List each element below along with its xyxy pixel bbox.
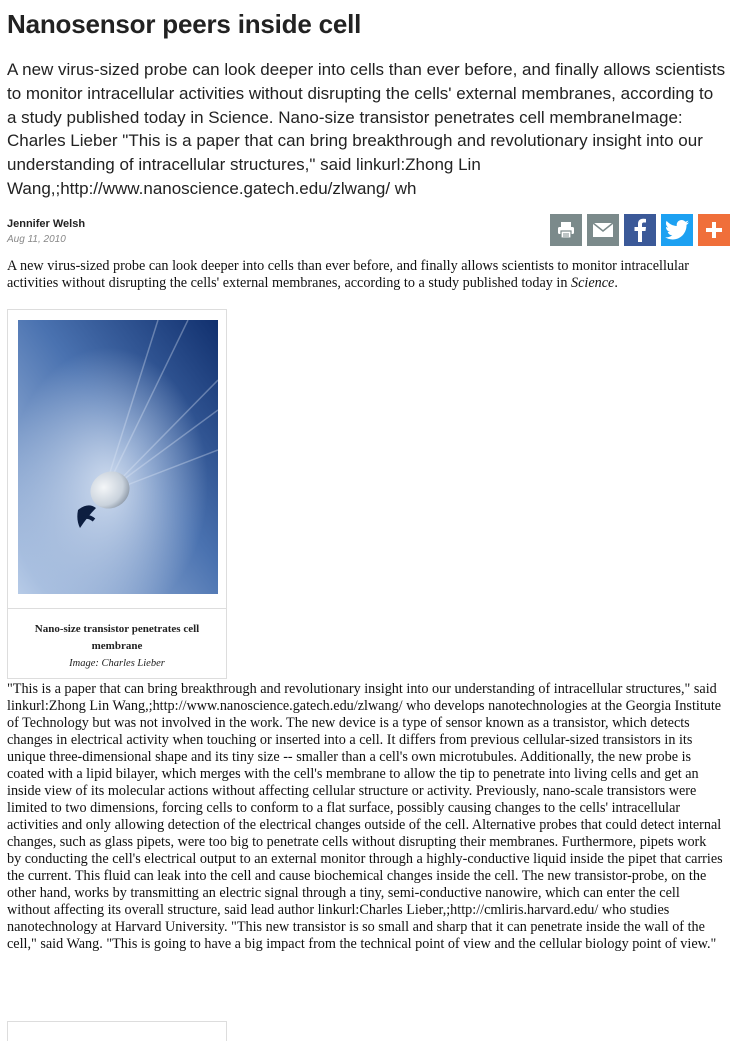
twitter-icon [665, 220, 689, 240]
body-paragraph: "This is a paper that can bring breakthrough and revolutionary insight into our understanding of intracellular structures," said linkurl:Zhong Lin Wang,;http://www.nanoscience.gatech.edu/zlwang/ who develops nanotechnologies at the Georgia Institute of Technology but was not involved in the work. The new device is a type of sensor known as a transistor, which detects changes in electrical activity when touching or inserted into a cell. It differs from previous cellular-sized transistors in its unique three-dimensional shape and its tiny size -- smaller than a cell's own microtubules. Additionally, the new probe is coated with a lipid bilayer, which merges with the cell's membrane to allow the tip to penetrate into living cells and get an inside view of its molecular actions without affecting cellular structure or activity. Previously, nano-scale transistors were limited to two dimensions, forcing cells to conform to a flat surface, possibly causing changes to the cells' intracellular activities and only allowing detection of the electrical changes outside of the cell. Alternative probes that could detect internal changes, such as glass pipets, were too big to penetrate cells without disrupting their membranes. Furthermore, pipets work by conducting the cell's electrical output to an external monitor through a highly-conductive liquid inside the pipet that carries the current. This fluid can leak into the cell and cause biochemical changes inside the cell. The new transistor-probe, on the other hand, works by transmitting an electric signal through a tiny, semi-conductive nanowire, which can enter the cell without affecting its overall structure, said lead author linkurl:Charles Lieber,;http://cmliris.harvard.edu/ who studies nanotechnology at Harvard University. "This new transistor is so small and sharp that it can penetrate inside the wall of the cell," said Wang. "This is going to have a big impact from the technical point of view and the cellular biology point of view." [7, 681, 723, 952]
email-icon [592, 221, 614, 239]
article-title: Nanosensor peers inside cell [7, 9, 362, 39]
intro-text: A new virus-sized probe can look deeper into cells than ever before, and finally allows scientists to monitor intracellular activities without disrupting the cells' external membranes, according to a study published today in [7, 258, 689, 291]
twitter-share-button[interactable] [661, 214, 693, 246]
facebook-share-button[interactable] [624, 214, 656, 246]
figure-caption: Nano-size transistor penetrates cell membrane [34, 623, 200, 652]
publish-date: Aug 11, 2010 [7, 234, 66, 245]
intro-paragraph [7, 258, 723, 292]
email-button[interactable] [587, 214, 619, 246]
article-summary: A new virus-sized probe can look deeper into cells than ever before, and finally allows scientists to monitor intracellular activities without disrupting the cells' external membranes, according to a study published today in Science. Nano-size transistor penetrates cell membraneImage: Charles Lieber "This is a paper that can bring breakthrough and revolutionary insight into our understanding of intracellular structures," said linkurl:Zhong Lin Wang,;http://www.nanoscience.gatech.edu/zlwang/ wh [7, 60, 726, 198]
print-icon [556, 220, 576, 240]
share-bar [550, 214, 730, 246]
print-button[interactable] [550, 214, 582, 246]
author-name[interactable]: Jennifer Welsh [7, 218, 86, 230]
article-figure [7, 309, 227, 679]
plus-icon [705, 221, 723, 239]
figure-credit: Image: Charles Lieber [69, 658, 165, 669]
figure-caption-box [8, 608, 226, 672]
figure-image[interactable] [18, 320, 218, 594]
more-share-button[interactable] [698, 214, 730, 246]
facebook-icon [633, 218, 647, 242]
next-figure [7, 1021, 227, 1041]
intro-end: . [614, 275, 618, 291]
journal-name: Science [571, 275, 615, 291]
